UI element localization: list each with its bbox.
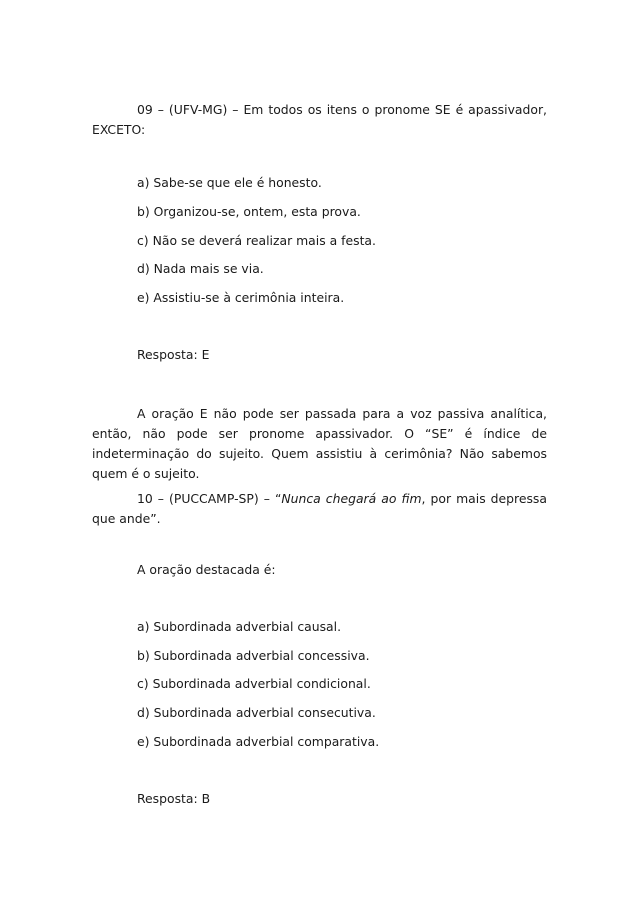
question-09-option-d: d) Nada mais se via.	[137, 261, 264, 276]
question-09-option-a: a) Sabe-se que ele é honesto.	[137, 175, 322, 190]
question-09-answer: Resposta: E	[137, 347, 210, 362]
question-09-option-e: e) Assistiu-se à cerimônia inteira.	[137, 290, 345, 305]
question-09-option-c: c) Não se deverá realizar mais a festa.	[137, 233, 376, 248]
question-10-option-e: e) Subordinada adverbial comparativa.	[137, 734, 380, 749]
question-10-option-b: b) Subordinada adverbial concessiva.	[137, 648, 370, 663]
question-10-header-prefix: 10 – (PUCCAMP-SP) – “	[137, 491, 282, 506]
question-10-prompt: A oração destacada é:	[137, 562, 276, 577]
question-10-answer: Resposta: B	[137, 791, 211, 806]
question-09-explanation: A oração E não pode ser passada para a voz passiva analítica, então, não pode ser pronome apassivador. O “SE” é índice de indeterminação do sujeito. Quem assistiu à cerimônia? Não sabemos quem é o sujeito.	[92, 406, 547, 481]
question-10-option-d: d) Subordinada adverbial consecutiva.	[137, 705, 376, 720]
question-10-header	[92, 489, 547, 529]
question-10-option-a: a) Subordinada adverbial causal.	[137, 619, 342, 634]
question-09-header: 09 – (UFV-MG) – Em todos os itens o pronome SE é apassivador, EXCETO:	[92, 102, 547, 137]
question-10-header-suffix: , por mais depressa que ande”.	[92, 491, 547, 526]
question-10-option-c: c) Subordinada adverbial condicional.	[137, 676, 371, 691]
question-10-header-quote: Nunca chegará ao fim	[281, 491, 422, 506]
question-09-option-b: b) Organizou-se, ontem, esta prova.	[137, 204, 361, 219]
